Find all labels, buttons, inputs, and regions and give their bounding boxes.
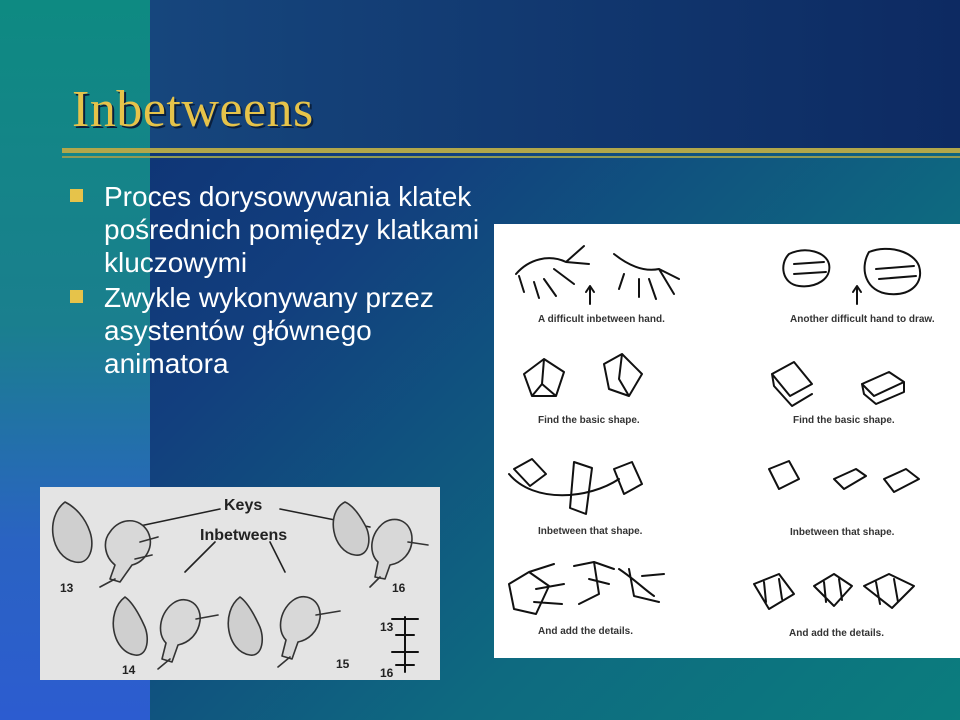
bullet-square-icon (70, 189, 83, 202)
hand-caption: And add the details. (789, 628, 885, 639)
keys-label: Keys (224, 497, 263, 514)
bullet-square-icon (70, 290, 83, 303)
title-divider-thin (62, 156, 960, 158)
hand-caption: And add the details. (538, 626, 634, 637)
hand-caption: A difficult inbetween hand. (538, 314, 665, 325)
hand-caption: Inbetween that shape. (538, 526, 643, 537)
frame-number: 15 (336, 657, 350, 671)
bullet-item (70, 281, 490, 380)
hand-sketches (494, 224, 960, 658)
bullet-text: Zwykle wykonywany przez asystentów głównego animatora (104, 282, 434, 379)
squirrel-sketches (40, 487, 440, 680)
inbetweens-label: Inbetweens (200, 527, 288, 544)
title-divider (62, 148, 960, 153)
timing-frame-number: 13 (380, 620, 394, 634)
bullet-item (70, 180, 490, 279)
bullet-list (70, 180, 490, 382)
frame-number: 14 (122, 663, 136, 677)
bullet-text: Proces dorysowywania klatek pośrednich pomiędzy klatkami kluczowymi (104, 181, 480, 278)
frame-number: 16 (392, 581, 406, 595)
squirrel-illustration (40, 487, 440, 680)
hand-caption: Another difficult hand to draw. (790, 314, 935, 325)
hand-caption: Inbetween that shape. (790, 527, 895, 538)
slide-title: Inbetweens (72, 81, 314, 138)
timing-frame-number: 16 (380, 666, 394, 680)
hands-illustration (494, 224, 960, 658)
hand-caption: Find the basic shape. (538, 415, 640, 426)
frame-number: 13 (60, 581, 74, 595)
hand-caption: Find the basic shape. (793, 415, 895, 426)
